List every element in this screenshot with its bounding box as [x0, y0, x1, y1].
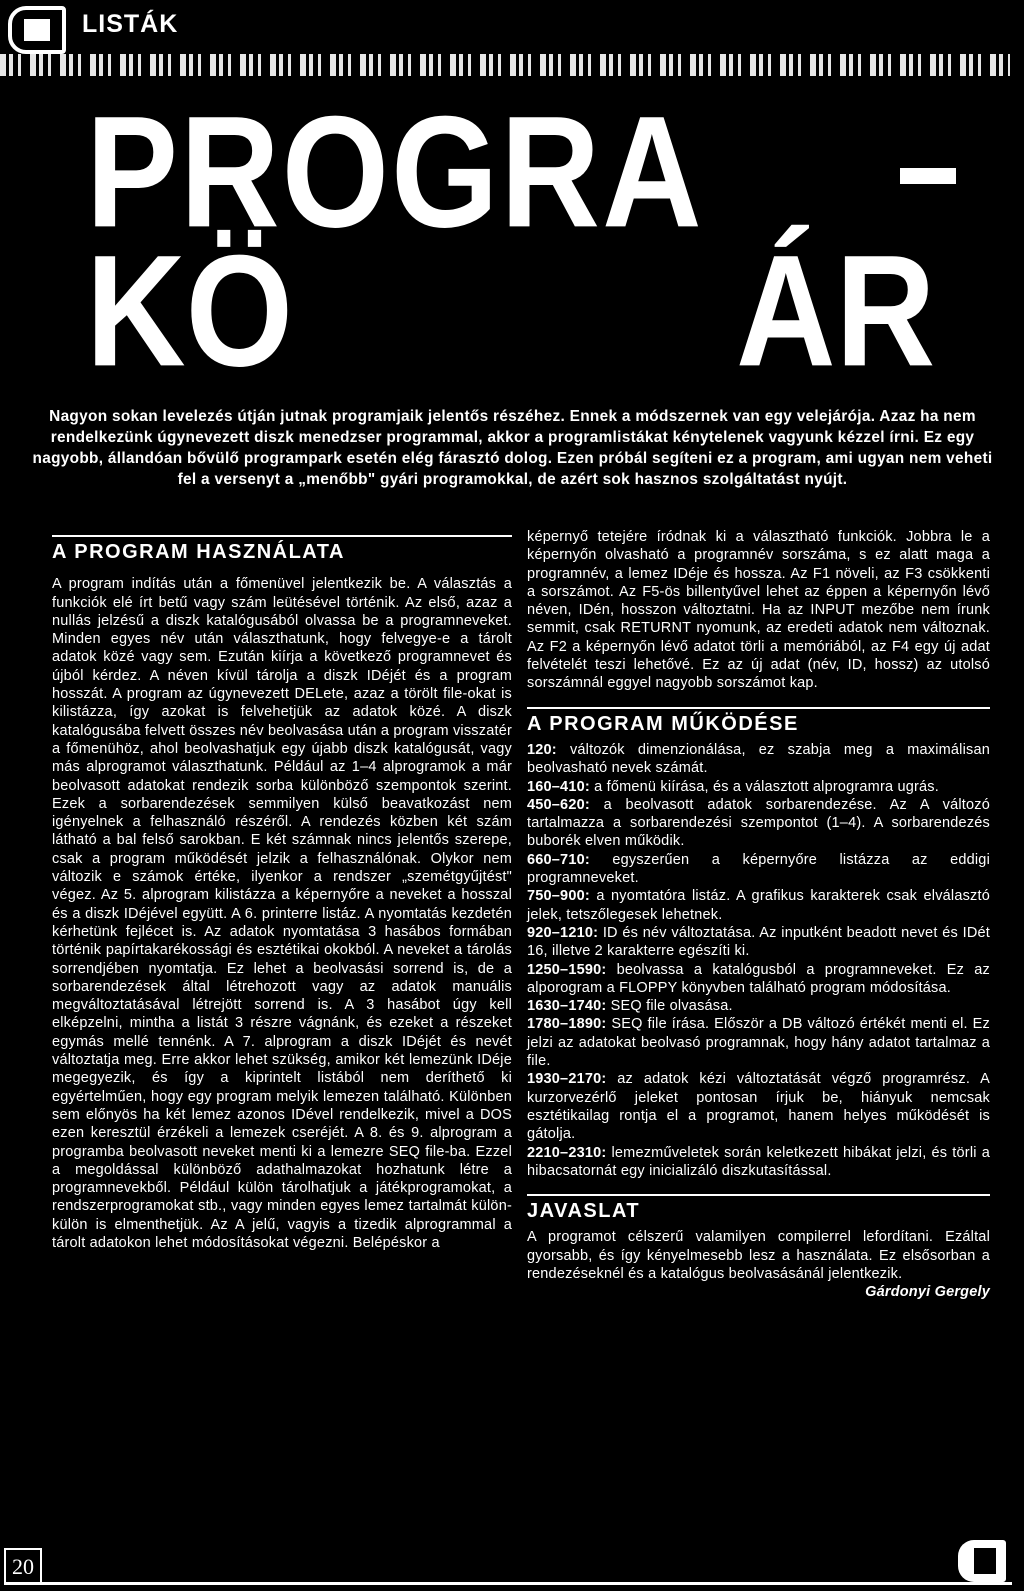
section-heading-usage: A PROGRAM HASZNÁLATA [52, 535, 512, 561]
left-column [52, 535, 512, 1252]
header-strip [0, 0, 1024, 82]
brand-logo-icon [958, 1540, 1006, 1582]
title-line-1: PROGRA [86, 83, 704, 261]
step-item: 1780–1890: SEQ file írása. Először a DB változó értékét menti el. Ez jelzi az adatokat beolvasó programnak, hogy hány adatot tartalmaz a file. [527, 1016, 990, 1070]
title-dash [900, 168, 956, 184]
usage-body-continued: képernyő tetejére íródnak ki a választható funkciók. Jobbra le a képernyőn olvasható a programnév sorszáma, s ez alatt maga a programnév, a lemez IDéje és hossza. Az F1 növeli, az F3 csökkenti a sorszámot. Az F5-ös billentyűvel lehet az éppen a képernyőn lévő néven, IDén, hosszon változtatni. Ha az INPUT mezőbe nem írunk semmit, csak RETURNT nyomunk, az eredeti adatok nem változnak. Az F2 a képernyőn lévő adatot törli a memóriából, az F4 egy új adat felvételét teszi lehetővé. Ez az új adat (név, ID, hossz) az utolsó sorszámnál eggyel nagyobb sorszámot kap. [527, 529, 990, 692]
decorative-band [0, 54, 1010, 76]
footer-rule [4, 1582, 1012, 1585]
operation-steps [527, 741, 990, 1180]
step-item: 120: változók dimenzionálása, ez szabja meg a maximálisan beolvasható nevek számát. [527, 741, 990, 777]
step-item: 750–900: a nyomtatóra listáz. A grafikus karakterek csak elválasztó jelek, tetszőlegesek lehetnek. [527, 888, 990, 923]
page-number: 20 [4, 1548, 42, 1584]
step-item: 660–710: egyszerűen a képernyőre listázza az eddigi programneveket. [527, 851, 990, 887]
author-signature: Gárdonyi Gergely [865, 1284, 990, 1301]
title-line-2-left: KÖ [86, 222, 293, 400]
lead-paragraph: Nagyon sokan levelezés útján jutnak programjaik jelentős részéhez. Ennek a módszernek van egy velejárója. Azaz ha nem rendelkezünk úgynevezett diszk menedzser programmal, akkor a programlistákat kénytelenek vagyunk kézzel írni. Ez egy nagyobb, állandóan bővülő programpark esetén elég fárasztó dolog. Ezen próbál segíteni ez a program, ami ugyan nem veheti fel a versenyt a „menőbb" gyári programokkal, de azért sok hasznos szolgáltatást nyújt. [32, 408, 993, 488]
proposal-body: A programot célszerű valamilyen compilerrel lefordítani. Ezáltal gyorsabb, és így kényelmesebb lesz a használata. Ez elsősorban a rendezéseknél és a katalógus beolvasásánál jelentkezik. Gárdonyi Gergely [527, 1229, 990, 1301]
magazine-logo-icon [8, 6, 66, 54]
step-item: 160–410: a főmenü kiírása, és a választott alprogramra ugrás. [527, 778, 939, 795]
section-heading-operation: A PROGRAM MŰKÖDÉSE [527, 707, 990, 733]
step-item: 2210–2310: lemezműveletek során keletkezett hibákat jelzi, és törli a hibacsatornát egy inicializáló diszkutasítással. [527, 1144, 990, 1179]
section-tag: LISTÁK [82, 10, 179, 38]
usage-body: A program indítás után a főmenüvel jelentkezik be. A választás a funkciók elé írt betű vagy szám leütésével történik. Az első, azaz a nullás jelzésű a diszk katalógusából olvassa be a programneveket. Minden egyes név után választhatunk, hogy felvegye-e a tárolt adatok közé vagy sem. Ezután kiírja a következő programnevet és újból kérdez. A néven kívül tárolja a diszk IDéjét és a program hosszát. A program az úgynevezett DELete, azaz a törölt file-okat is kilistázza, így azokat is felvehetjük az adatok közé. A diszk katalógusába felvett összes név beolvasása után a program visszatér a főmenühöz, ahol beolvashatjuk egy újabb diszk katalógusát, vagy más alprogramot választhatunk. Például az 1–4 alprogramok a már beolvasott adatokat rendezik sorba különböző szempontok szerint. Ezek a sorbarendezések semmilyen külső beavatkozást nem igényelnek a felhasználó részéről. A rendezés közben két szám látható a bal felső sarokban. E két számnak nincs jelentős szerepe, csak a program működését jelzik a felhasználónak. Olykor nem változik e számok értéke, ilyenkor a rendszer „szemétgyűjtést" végez. Az 5. alprogram kilistázza a képernyőre a neveket a hosszal és a diszk IDéjével együtt. A 6. printerre listáz. A nyomtatás kezdetén kérhetünk fejlécet is. Az adatok nyomtatása 3 hasábos formában történik papírtakarékossági és esztétikai okokból. A neveket a tárolás sorrendjében nyomtatja. Ez lehet a beolvasási sorrend is, de a sorbarendezések által létrehozott vagy az adatok manuális megváltoztatásával létrejött sorrend is. A 3 hasábot úgy kell elképzelni, mintha a listát 3 részre vágnánk, és ezeket a részeket egymás mellé tennénk. A 7. alprogram a diszk IDéjét és nevét változtatja meg. Erre akkor lehet szükség, amikor két lemezünk IDéje megegyezik, és így a kiprintelt listából nem deríthető ki egyértelműen, hogy egy program melyik lemezen található. Különben sem előnyös ha két lemez azonos IDével rendelkezik, mivel a DOS ezen keresztül érzékeli a lemezek cseréjét. A 8. és 9. alprogram a programba beolvasott neveket menti ki a lemezre SEQ file-ba. Ezzel a megoldással különböző adathalmazokat hozhatunk létre a programnevekből. Például külön tárolhatjuk a játékprogramokat, a rendszerprogramokat stb., vagy minden egyes lemez tartalmát külön-külön is elmenthetjük. Az A jelű, vagyis a tizedik alprogrammal a tárolt adatokon lehet módosításokat végezni. Belépéskor a [52, 576, 512, 1251]
step-item: 1630–1740: SEQ file olvasása. [527, 998, 733, 1015]
step-item: 920–1210: ID és név változtatása. Az inputként beadott nevet és IDét 16, illetve 2 karakterre egészíti ki. [527, 924, 990, 960]
section-heading-proposal: JAVASLAT [527, 1194, 990, 1220]
right-column [527, 528, 990, 1302]
step-item: 1930–2170: az adatok kézi változtatását végző programrész. A kurzorvezérlő jeleket pontosan írjuk be, hiányuk nemcsak esztétikailag rontja el a programot, hanem helyes működését is gátolja. [527, 1071, 990, 1143]
step-item: 1250–1590: beolvassa a katalógusból a programneveket. Ez az alporogram a FLOPPY könyvben található program módosítása. [527, 961, 990, 996]
title-line-2-right: ÁR [736, 222, 936, 400]
step-item: 450–620: a beolvasott adatok sorbarendezése. Az A változó tartalmazza a sorbarendezési szempontot (1–4). A sorbarendezés buborék elven működik. [527, 796, 990, 850]
